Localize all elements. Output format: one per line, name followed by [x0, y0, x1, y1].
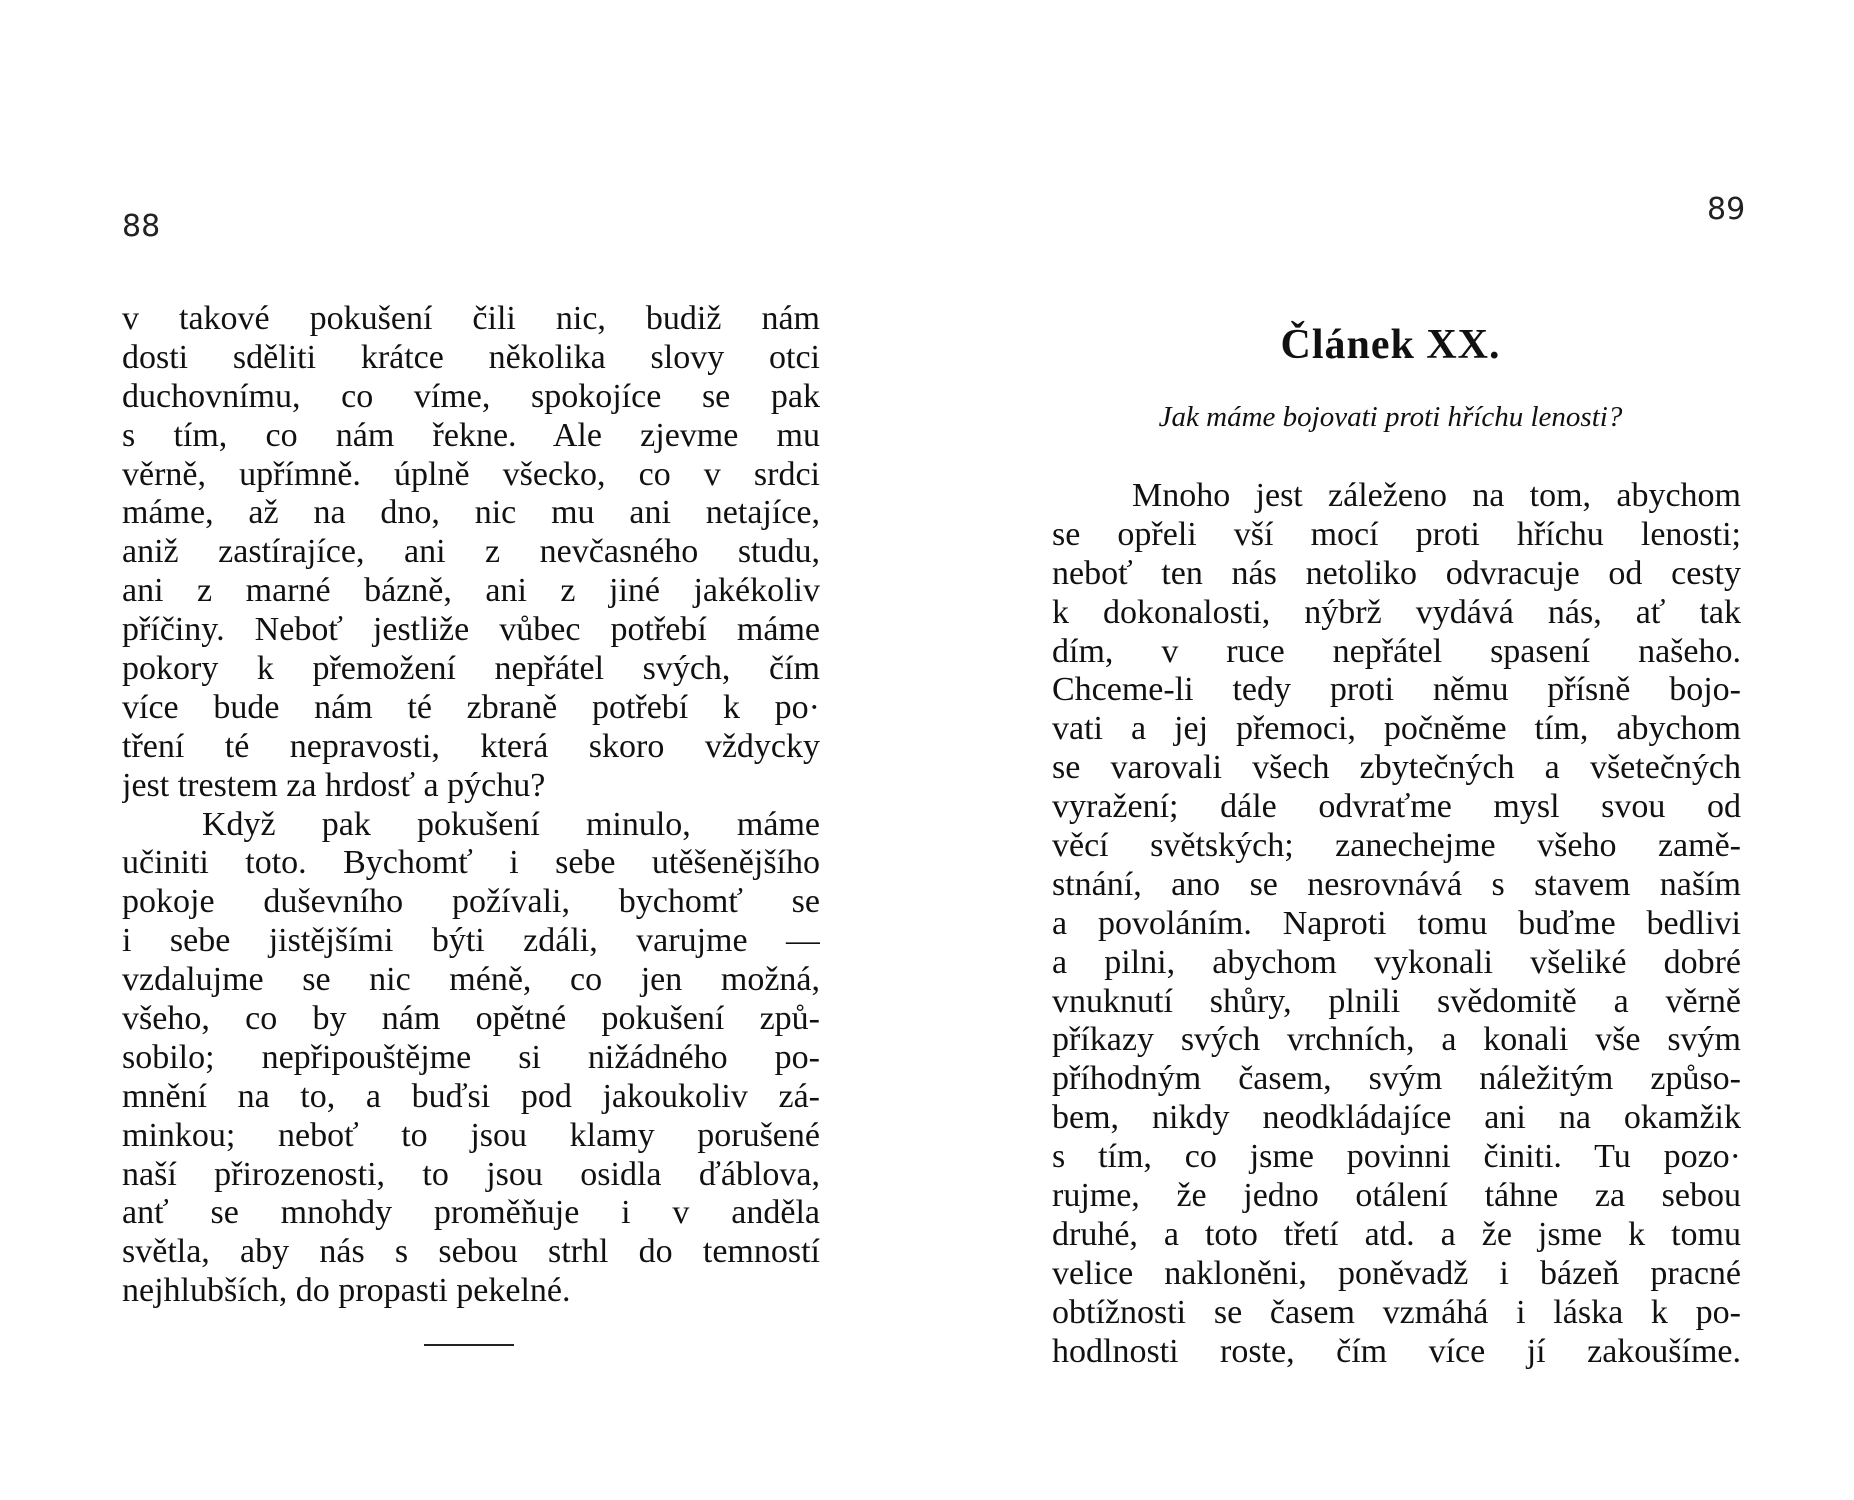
left-page-text	[122, 300, 820, 1311]
text-line: příkazy svých vrchních, a konali vše svým	[1052, 1021, 1741, 1059]
text-line: pokory k přemožení nepřátel svých, čím	[122, 650, 820, 688]
text-line: učiniti toto. Bychomť i sebe utěšenějšího	[122, 844, 820, 882]
text-line: vyražení; dále odvraťme mysl svou od	[1052, 788, 1741, 826]
page-number-right: 89	[1707, 192, 1746, 227]
text-line: všeho, co by nám opětné pokušení způ-	[122, 1000, 820, 1038]
text-line: se opřeli vší mocí proti hříchu lenosti;	[1052, 515, 1741, 553]
right-page-text	[1052, 477, 1741, 1371]
text-line: s tím, co jsme povinni činiti. Tu pozo·	[1052, 1138, 1741, 1176]
text-line: světla, aby nás s sebou strhl do temností	[122, 1233, 820, 1271]
text-line: příčiny. Neboť jestliže vůbec potřebí máme	[122, 611, 820, 649]
text-line: anť se mnohdy proměňuje i v anděla	[122, 1194, 820, 1232]
page-number-left: 88	[122, 209, 161, 244]
text-line: naší přirozenosti, to jsou osidla ďáblova,	[122, 1155, 820, 1193]
text-line: se varovali všech zbytečných a všetečných	[1052, 749, 1741, 787]
text-line: věrně, upřímně. úplně všecko, co v srdci	[122, 455, 820, 493]
section-end-rule	[424, 1344, 514, 1346]
text-line: jest trestem za hrdosť a pýchu?	[122, 766, 546, 804]
chapter-title: Článek XX.	[1280, 322, 1501, 368]
text-line: pokoje duševního požívali, bychomť se	[122, 883, 820, 921]
text-line: sobilo; nepřipouštějme si nižádného po-	[122, 1038, 820, 1076]
text-line: vati a jej přemoci, počněme tím, abychom	[1052, 710, 1741, 748]
text-line: druhé, a toto třetí atd. a že jsme k tomu	[1052, 1215, 1741, 1253]
right-page	[927, 0, 1854, 1500]
text-line: máme, až na dno, nic mu ani netajíce,	[122, 494, 820, 532]
text-line: hodlnosti roste, čím více jí zakoušíme.	[1052, 1332, 1741, 1370]
text-line: mnění na to, a buďsi pod jakoukoliv zá-	[122, 1077, 820, 1115]
text-line: obtížnosti se časem vzmáhá i láska k po-	[1052, 1293, 1741, 1331]
text-line: Mnoho jest záleženo na tom, abychom	[1132, 477, 1741, 514]
text-line: tření té nepravosti, která skoro vždycky	[122, 727, 820, 765]
text-line: vnuknutí shůry, plnili svědomitě a věrně	[1052, 982, 1741, 1020]
text-line: minkou; neboť to jsou klamy porušené	[122, 1116, 820, 1154]
text-line: příhodným časem, svým náležitým způso-	[1052, 1060, 1741, 1098]
text-line: ani z marné bázně, ani z jiné jakékoliv	[122, 572, 820, 610]
text-line: k dokonalosti, nýbrž vydává nás, ať tak	[1052, 593, 1741, 631]
text-line: dosti sděliti krátce několika slovy otci	[122, 338, 820, 376]
text-line: s tím, co nám řekne. Ale zjevme mu	[122, 416, 820, 454]
text-line: a pilni, abychom vykonali všeliké dobré	[1052, 943, 1741, 981]
text-line: Když pak pokušení minulo, máme	[202, 805, 820, 843]
text-line: i sebe jistějšími býti zdáli, varujme —	[122, 922, 820, 960]
text-line: stnání, ano se nesrovnává s stavem naším	[1052, 865, 1741, 903]
chapter-subtitle: Jak máme bojovati proti hříchu lenosti?	[1158, 401, 1623, 433]
text-line: Chceme-li tedy proti němu přísně bojo-	[1052, 671, 1741, 709]
text-line: nejhlubších, do propasti pekelné.	[122, 1272, 571, 1310]
text-line: neboť ten nás netoliko odvracuje od cesty	[1052, 554, 1741, 592]
text-line: dím, v ruce nepřátel spasení našeho.	[1052, 632, 1741, 670]
text-line: duchovnímu, co víme, spokojíce se pak	[122, 377, 820, 415]
text-line: věcí světských; zanechejme všeho zamě-	[1052, 827, 1741, 865]
text-line: vzdalujme se nic méně, co jen možná,	[122, 961, 820, 999]
text-line: více bude nám té zbraně potřebí k po·	[122, 688, 820, 726]
text-line: rujme, že jedno otálení táhne za sebou	[1052, 1177, 1741, 1215]
text-line: a povoláním. Naproti tomu buďme bedlivi	[1052, 904, 1741, 942]
text-line: bem, nikdy neodkládajíce ani na okamžik	[1052, 1099, 1741, 1137]
text-line: velice nakloněni, poněvadž i bázeň pracné	[1052, 1254, 1741, 1292]
text-line: v takové pokušení čili nic, budiž nám	[122, 300, 820, 337]
text-line: aniž zastírajíce, ani z nevčasného studu,	[122, 533, 820, 571]
